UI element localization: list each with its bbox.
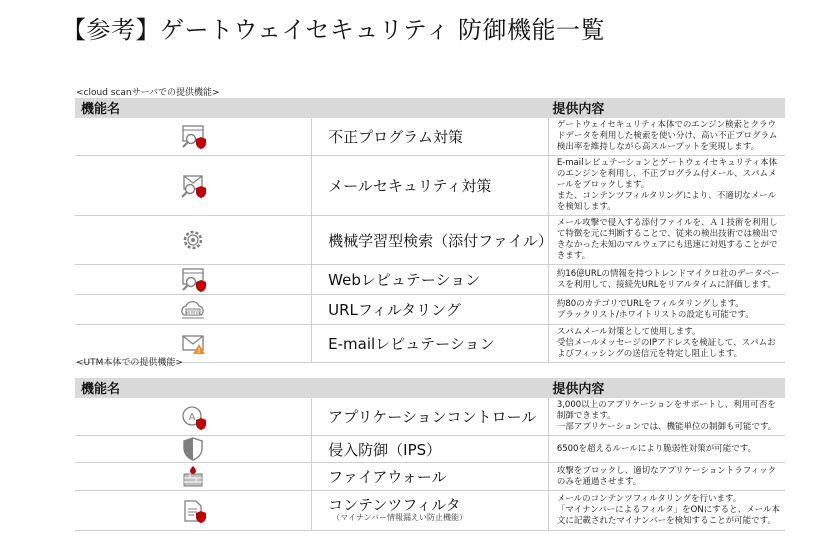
feature-name-text: Webレピュテーション [328, 271, 481, 289]
feature-description: ゲートウェイセキュリティ本体でのエンジン検索とクラウドデータを利用した検索を使い分け、高い不正プログラム検出率を維持しながら高スループットを実現します。 [548, 118, 785, 156]
mail-magnifier-icon [75, 156, 312, 216]
feature-name-text: 侵入防御（IPS） [328, 440, 442, 459]
app-shield-icon [75, 398, 312, 436]
feature-name [312, 398, 549, 436]
feature-name-text: 不正プログラム対策 [328, 128, 464, 146]
table-row [75, 398, 785, 436]
gear-icon [75, 216, 312, 265]
svg-text:A: A [188, 411, 196, 423]
feature-name [312, 216, 553, 265]
feature-description: 攻撃をブロックし、適切なアプリケーショントラフィックのみを通過させます。 [548, 463, 785, 491]
header-desc: 提供内容 [548, 98, 785, 118]
table-row [75, 491, 785, 531]
feature-description: 約16億URLの情報を持つトレンドマイクロ社のデータベースを利用して、接続先URLをリアルタイムに評価します。 [548, 265, 785, 295]
document-shield-icon [75, 491, 312, 531]
feature-name [312, 325, 549, 363]
feature-name-text: URLフィルタリング [328, 301, 461, 319]
feature-name [312, 491, 549, 531]
feature-description: 6500を超えるルールにより脆弱性対策が可能です。 [548, 436, 785, 463]
table-row [75, 463, 785, 491]
svg-text:WWW: WWW [185, 309, 201, 316]
feature-name [312, 118, 549, 156]
cloud-scan-table [75, 98, 785, 363]
browser-magnifier-icon [75, 118, 312, 156]
feature-name-text: アプリケーションコントロール [328, 408, 537, 426]
cloud-www-icon [75, 295, 312, 325]
table-row [75, 436, 785, 463]
table-row [75, 118, 785, 156]
feature-name-text: コンテンツフィルタ [328, 496, 461, 514]
header-name: 機能名 [75, 378, 548, 398]
feature-subtitle: （マイナンバー情報漏えい防止機能） [332, 513, 468, 522]
feature-description: 約80のカテゴリでURLをフィルタリングします。 ブラックリスト/ホワイトリストの設定も可能です。 [548, 295, 785, 325]
table-row [75, 216, 785, 265]
feature-description: スパムメール対策として使用します。 受信メールメッセージのIPアドレスを検証して、スパムおよびフィッシングの送信元を特定し阻止します。 [548, 325, 785, 363]
feature-name-text: E-mailレピュテーション [328, 335, 495, 353]
section2-caption: <UTM本体での提供機能> [76, 358, 183, 368]
utm-table [75, 378, 785, 531]
feature-description: メール攻撃で侵入する添付ファイルを、ＡＩ技術を利用して特徴を元に判断することで、従来の検出技術では検出できなかった未知のマルウェアにも迅速に対処することができます。 [548, 216, 785, 265]
table-row [75, 295, 785, 325]
feature-name [312, 265, 549, 295]
header-desc: 提供内容 [548, 378, 785, 398]
feature-name-text: ファイアウォール [328, 468, 447, 486]
shield-icon [75, 436, 312, 463]
table-row [75, 156, 785, 216]
section1-caption: <cloud scanサーバでの提供機能> [76, 88, 220, 98]
feature-name [312, 463, 549, 491]
feature-name [312, 156, 549, 216]
table-row [75, 265, 785, 295]
browser-magnifier-icon [75, 265, 312, 295]
feature-name [312, 436, 549, 463]
firewall-icon [75, 463, 312, 491]
feature-name [312, 295, 549, 325]
header-name: 機能名 [75, 98, 548, 118]
page-title: 【参考】ゲートウェイセキュリティ 防御機能一覧 [62, 16, 606, 44]
feature-name-text: 機械学習型検索（添付ファイル） [328, 231, 553, 250]
feature-name-text: メールセキュリティ対策 [328, 177, 492, 195]
feature-description: 3,000以上のアプリケーションをサポートし、利用可否を制御できます。 一部アプリケーションでは、機能単位の制御も可能です。 [548, 398, 785, 436]
feature-description: E-mailレピュテーションとゲートウェイセキュリティ本体のエンジンを利用し、不正プログラム付メール、スパムメールをブロックします。 また、コンテンツフィルタリングにより、不適切なメールを検知します。 [548, 156, 785, 216]
feature-description: メールのコンテンツフィルタリングを行います。 「マイナンバーによるフィルタ」をONにすると、メール本文に記載されたマイナンバーを検知することが可能です。 [548, 491, 785, 531]
svg-text:!: ! [197, 346, 201, 355]
